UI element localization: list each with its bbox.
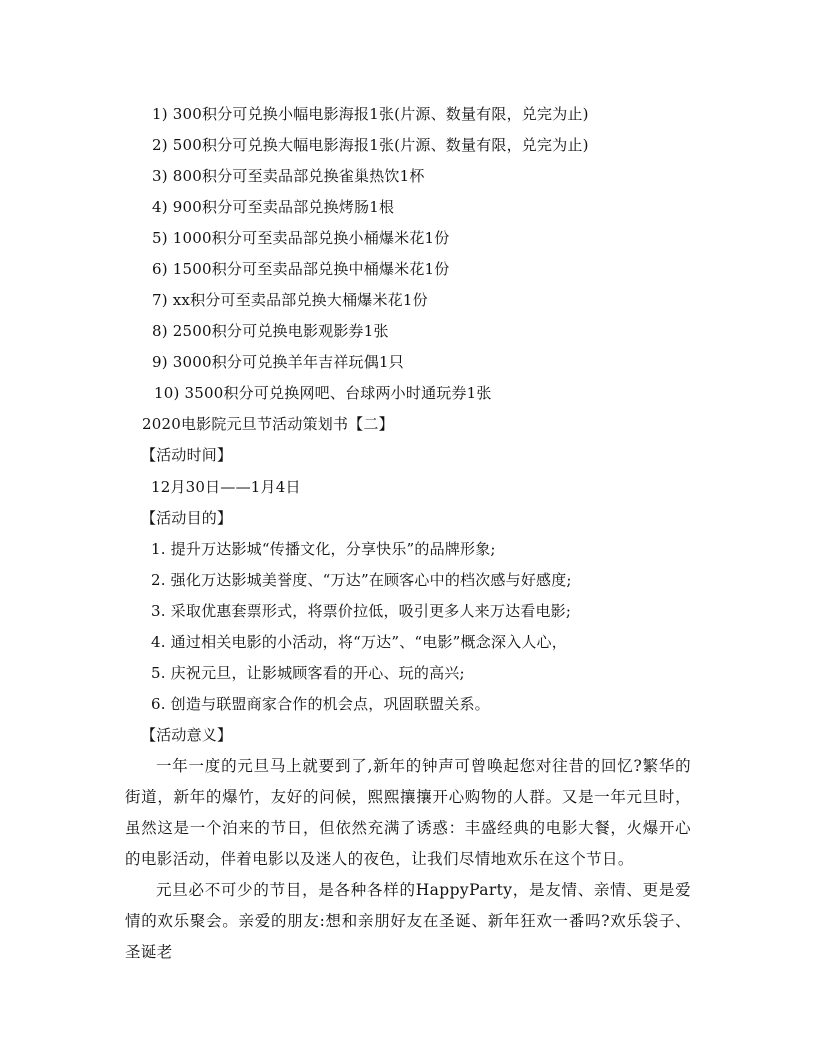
time-heading: 【活动时间】 — [141, 446, 233, 464]
section-title: 2020电影院元旦节活动策划书【二】 — [142, 415, 394, 433]
exchange-item: 7) xx积分可至卖品部兑换大桶爆米花1份 — [152, 291, 428, 309]
body-paragraph: 元旦必不可少的节目，是各种各样的HappyParty，是友情、亲情、更是爱情的欢乐聚会。亲爱的朋友:想和亲朋好友在圣诞、新年狂欢一番吗?欢乐袋子、圣诞老 — [125, 881, 691, 961]
meaning-heading: 【活动意义】 — [141, 726, 233, 744]
body-paragraph: 一年一度的元旦马上就要到了,新年的钟声可曾唤起您对往昔的回忆?繁华的街道，新年的爆竹，友好的问候，熙熙攘攘开心购物的人群。又是一年元旦时，虽然这是一个泊来的节日，但依然充满了诱惑：丰盛经典的电影大餐，火爆开心的电影活动，伴着电影以及迷人的夜色，让我们尽情地欢乐在这个节日。 — [125, 757, 691, 868]
exchange-item: 4) 900积分可至卖品部兑换烤肠1根 — [152, 198, 395, 216]
exchange-item: 6) 1500积分可至卖品部兑换中桶爆米花1份 — [152, 260, 450, 278]
time-value: 12月30日——1月4日 — [151, 478, 301, 496]
purpose-item: 4. 通过相关电影的小活动，将“万达”、“电影”概念深入人心， — [151, 633, 567, 651]
exchange-item: 8) 2500积分可兑换电影观影券1张 — [152, 322, 389, 340]
purpose-heading: 【活动目的】 — [141, 509, 233, 527]
purpose-item: 1. 提升万达影城“传播文化，分享快乐”的品牌形象; — [151, 540, 496, 558]
purpose-item: 2. 强化万达影城美誉度、“万达”在顾客心中的档次感与好感度; — [151, 571, 572, 589]
exchange-item: 10) 3500积分可兑换网吧、台球两小时通玩券1张 — [154, 384, 492, 402]
purpose-item: 3. 采取优惠套票形式，将票价拉低，吸引更多人来万达看电影; — [151, 602, 572, 620]
exchange-item: 2) 500积分可兑换大幅电影海报1张(片源、数量有限，兑完为止) — [152, 136, 589, 154]
exchange-item: 3) 800积分可至卖品部兑换雀巢热饮1杯 — [152, 167, 425, 185]
exchange-item: 9) 3000积分可兑换羊年吉祥玩偶1只 — [152, 353, 404, 371]
purpose-item: 6. 创造与联盟商家合作的机会点，巩固联盟关系。 — [151, 695, 490, 713]
exchange-item: 5) 1000积分可至卖品部兑换小桶爆米花1份 — [152, 229, 450, 247]
purpose-item: 5. 庆祝元旦，让影城顾客看的开心、玩的高兴; — [151, 664, 465, 682]
exchange-item: 1) 300积分可兑换小幅电影海报1张(片源、数量有限，兑完为止) — [152, 105, 589, 123]
